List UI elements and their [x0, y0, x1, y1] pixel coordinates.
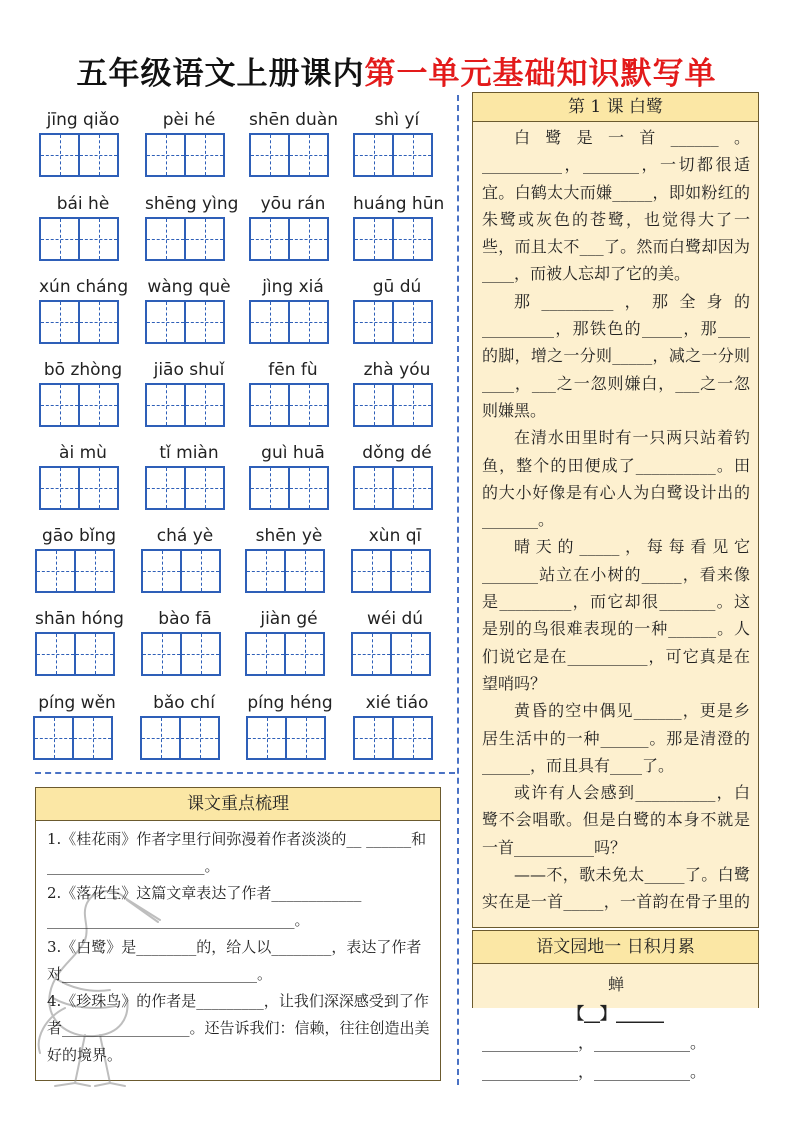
garden-heading: 语文园地一 日积月累: [472, 930, 759, 964]
writing-boxes: [39, 300, 117, 344]
writing-cell[interactable]: [392, 133, 433, 177]
writing-cell[interactable]: [392, 217, 433, 261]
writing-cell[interactable]: [145, 300, 186, 344]
lesson1-paragraph: 晴天的_____，每每看见它_______站立在小树的_____，看来像是_________，而它却很_______。这是别的鸟很难表现的一种______。人们说它是在__________，可它真是在望哨吗？: [482, 537, 750, 693]
writing-cell[interactable]: [288, 300, 329, 344]
writing-boxes: [246, 716, 324, 760]
writing-cell[interactable]: [353, 217, 394, 261]
pinyin-label: shēng yìng: [145, 194, 239, 214]
pinyin-label: xùn qī: [368, 526, 422, 546]
pinyin-label: shì yí: [374, 110, 420, 130]
writing-boxes: [249, 217, 327, 261]
writing-boxes: [353, 466, 431, 510]
writing-cell[interactable]: [390, 632, 431, 676]
pinyin-row-1: [30, 110, 450, 180]
writing-boxes: [35, 549, 113, 593]
writing-cell[interactable]: [392, 383, 433, 427]
lesson1-text: [482, 124, 750, 943]
writing-boxes: [39, 383, 117, 427]
writing-cell[interactable]: [39, 133, 80, 177]
pinyin-label: chá yè: [156, 526, 214, 546]
writing-cell[interactable]: [74, 549, 115, 593]
writing-cell[interactable]: [39, 466, 80, 510]
writing-cell[interactable]: [74, 632, 115, 676]
writing-boxes: [145, 300, 223, 344]
writing-boxes: [249, 466, 327, 510]
writing-boxes: [145, 466, 223, 510]
writing-boxes: [33, 716, 111, 760]
writing-cell[interactable]: [184, 383, 225, 427]
pinyin-label: jiàn gé: [260, 609, 318, 629]
writing-cell[interactable]: [184, 300, 225, 344]
writing-boxes: [145, 133, 223, 177]
writing-boxes: [353, 133, 431, 177]
pinyin-row-3: [30, 277, 450, 347]
pinyin-label: fēn fù: [268, 360, 318, 380]
writing-cell[interactable]: [353, 133, 394, 177]
lesson1-heading: 第 1 课 白鹭: [472, 92, 759, 122]
writing-boxes: [249, 383, 327, 427]
pinyin-label: bái hè: [56, 194, 110, 214]
writing-cell[interactable]: [35, 632, 76, 676]
key-points-heading: 课文重点梳理: [35, 787, 441, 821]
writing-cell[interactable]: [145, 217, 186, 261]
writing-cell[interactable]: [288, 383, 329, 427]
vertical-divider: [457, 95, 459, 1085]
writing-cell[interactable]: [140, 716, 181, 760]
writing-cell[interactable]: [249, 217, 290, 261]
writing-cell[interactable]: [145, 383, 186, 427]
writing-boxes: [353, 716, 431, 760]
pinyin-label: jiāo shuǐ: [153, 360, 225, 380]
writing-cell[interactable]: [285, 716, 326, 760]
writing-boxes: [353, 300, 431, 344]
writing-cell[interactable]: [78, 217, 119, 261]
writing-boxes: [145, 383, 223, 427]
writing-cell[interactable]: [392, 300, 433, 344]
writing-cell[interactable]: [33, 716, 74, 760]
key-point-2: 2.《落花生》这篇文章表达了作者____________ _________________________________。: [47, 884, 362, 929]
writing-boxes: [140, 716, 218, 760]
lesson1-paragraph: 或许有人会感到__________，白鹭不会唱歌。但是白鹭的本身不就是一首__________吗？: [482, 783, 750, 857]
writing-cell[interactable]: [39, 217, 80, 261]
writing-cell[interactable]: [180, 549, 221, 593]
writing-cell[interactable]: [390, 549, 431, 593]
writing-cell[interactable]: [288, 133, 329, 177]
writing-cell[interactable]: [284, 549, 325, 593]
writing-boxes: [141, 632, 219, 676]
horizontal-divider: [35, 772, 455, 774]
poem-author-line: 【__】______: [567, 1004, 664, 1023]
pinyin-label: xié tiáo: [365, 693, 429, 713]
writing-boxes: [245, 549, 323, 593]
key-point-4: 4.《珍珠鸟》的作者是_________，让我们深深感受到了作者_________________。还告诉我们：信赖，往往创造出美好的境界。: [47, 992, 430, 1064]
writing-cell[interactable]: [353, 716, 394, 760]
writing-cell[interactable]: [246, 716, 287, 760]
writing-cell[interactable]: [72, 716, 113, 760]
writing-boxes: [245, 632, 323, 676]
writing-boxes: [353, 217, 431, 261]
writing-cell[interactable]: [351, 549, 392, 593]
writing-cell[interactable]: [392, 466, 433, 510]
writing-cell[interactable]: [39, 383, 80, 427]
writing-cell[interactable]: [353, 466, 394, 510]
pinyin-row-8: [30, 693, 450, 763]
pinyin-label: jīng qiǎo: [46, 110, 120, 130]
lesson1-paragraph: 那_________，那全身的_________，那铁色的_____，那____的脚，增之一分则_____，减之一分则____，___之一忽则嫌白，___之一忽则嫌黑。: [482, 291, 750, 420]
writing-cell[interactable]: [351, 632, 392, 676]
title-part-red: 第一单元基础知识默写单: [364, 56, 717, 92]
title-part-black: 五年级语文上册课内: [76, 56, 365, 92]
writing-cell[interactable]: [39, 300, 80, 344]
pinyin-row-6: [30, 526, 450, 596]
writing-boxes: [351, 549, 429, 593]
garden-text: [482, 970, 750, 1086]
lesson1-paragraph: 白鹭是一首______。__________，_______，一切都很适宜。白鹤太大而嫌_____，即如粉红的朱鹭或灰色的苍鹭，也觉得大了一些，而且太不___了。然而白鹭却因为____，而被人忘却了它的美。: [482, 128, 750, 284]
pinyin-label: shēn duàn: [249, 110, 339, 130]
writing-boxes: [145, 217, 223, 261]
pinyin-label: tǐ miàn: [159, 443, 219, 463]
writing-cell[interactable]: [184, 217, 225, 261]
writing-boxes: [39, 133, 117, 177]
writing-boxes: [249, 133, 327, 177]
pinyin-label: pèi hé: [162, 110, 216, 130]
pinyin-label: píng héng: [247, 693, 333, 713]
writing-cell[interactable]: [78, 300, 119, 344]
lesson1-paragraph: 黄昏的空中偶见______，更是乡居生活中的一种______。那是清澄的______，而且具有____了。: [482, 701, 750, 775]
writing-cell[interactable]: [249, 383, 290, 427]
writing-cell[interactable]: [35, 549, 76, 593]
writing-cell[interactable]: [141, 632, 182, 676]
poem-line-2: ____________，____________。: [482, 1062, 707, 1081]
writing-boxes: [35, 632, 113, 676]
pinyin-label: gāo bǐng: [41, 526, 117, 546]
writing-cell[interactable]: [145, 133, 186, 177]
key-point-3: 3.《白鹭》是________的，给人以________，表达了作者对__________________________。: [47, 938, 422, 983]
writing-cell[interactable]: [141, 549, 182, 593]
writing-boxes: [39, 466, 117, 510]
key-points-text: [47, 826, 435, 1069]
poem-title: 蝉: [607, 975, 624, 994]
writing-boxes: [141, 549, 219, 593]
pinyin-label: píng wěn: [38, 693, 116, 713]
writing-cell[interactable]: [245, 632, 286, 676]
writing-cell[interactable]: [353, 383, 394, 427]
writing-cell[interactable]: [284, 632, 325, 676]
pinyin-label: guì huā: [261, 443, 325, 463]
page-title: [0, 48, 793, 93]
writing-cell[interactable]: [288, 217, 329, 261]
pinyin-label: dǒng dé: [362, 443, 432, 463]
pinyin-label: zhà yóu: [363, 360, 431, 380]
pinyin-row-4: [30, 360, 450, 430]
writing-cell[interactable]: [180, 632, 221, 676]
writing-cell[interactable]: [78, 133, 119, 177]
pinyin-label: bō zhòng: [43, 360, 123, 380]
pinyin-row-7: [30, 609, 450, 679]
writing-boxes: [353, 383, 431, 427]
writing-cell[interactable]: [288, 466, 329, 510]
writing-boxes: [249, 300, 327, 344]
pinyin-label: wàng què: [147, 277, 231, 297]
writing-cell[interactable]: [249, 133, 290, 177]
writing-cell[interactable]: [179, 716, 220, 760]
pinyin-row-2: [30, 194, 450, 264]
pinyin-label: yōu rán: [260, 194, 326, 214]
writing-boxes: [351, 632, 429, 676]
pinyin-label: wéi dú: [366, 609, 424, 629]
lesson1-paragraph: ——不，歌未免太_____了。白鹭实在是一首_____，一首韵在骨子里的: [482, 865, 750, 912]
key-point-1: 1.《桂花雨》作者字里行间弥漫着作者淡淡的__ ______和_____________________。: [47, 830, 427, 875]
writing-boxes: [39, 217, 117, 261]
writing-cell[interactable]: [249, 300, 290, 344]
pinyin-row-5: [30, 443, 450, 513]
writing-cell[interactable]: [145, 466, 186, 510]
pinyin-label: xún cháng: [39, 277, 129, 297]
lesson1-paragraph: 在清水田里时有一只两只站着钓鱼，整个的田便成了__________。田的大小好像是有心人为白鹭设计出的_______。: [482, 428, 750, 530]
pinyin-label: shān hóng: [35, 609, 124, 629]
writing-cell[interactable]: [245, 549, 286, 593]
pinyin-label: shēn yè: [255, 526, 323, 546]
pinyin-label: bào fā: [158, 609, 212, 629]
pinyin-label: huáng hūn: [353, 194, 445, 214]
writing-cell[interactable]: [184, 466, 225, 510]
pinyin-label: jìng xiá: [262, 277, 324, 297]
writing-cell[interactable]: [392, 716, 433, 760]
pinyin-label: gū dú: [372, 277, 422, 297]
writing-cell[interactable]: [184, 133, 225, 177]
writing-cell[interactable]: [353, 300, 394, 344]
writing-cell[interactable]: [78, 383, 119, 427]
writing-cell[interactable]: [249, 466, 290, 510]
pinyin-label: ài mù: [59, 443, 107, 463]
poem-line-1: ____________，____________。: [482, 1033, 707, 1052]
writing-cell[interactable]: [78, 466, 119, 510]
pinyin-label: bǎo chí: [153, 693, 215, 713]
